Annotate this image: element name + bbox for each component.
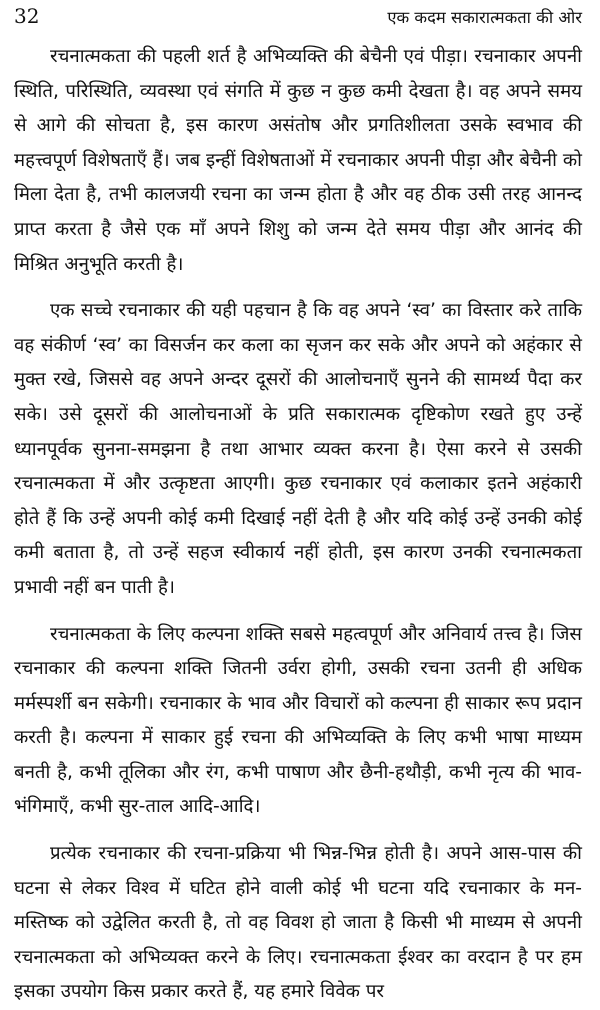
paragraph: प्रत्येक रचनाकार की रचना-प्रक्रिया भी भिन्न-भिन्न होती है। अपने आस-पास की घटना से लेकर विश्व में घटित होने वाली कोई भी घटना यदि रचनाकार के मन-मस्तिष्क को उद्वेलित करती है, तो वह विवश हो जाता है किसी भी माध्यम से अपनी रचनात्मकता को अभिव्यक्त करने के लिए। रचनात्मकता ईश्वर का वरदान है पर हम इसका उपयोग किस प्रकार करते हैं, यह हमारे विवेक पर	[14, 843, 582, 1003]
paragraph: रचनात्मकता की पहली शर्त है अभिव्यक्ति की बेचैनी एवं पीड़ा। रचनाकार अपनी स्थिति, परिस्थिति, व्यवस्था एवं संगति में कुछ न कुछ कमी देखता है। वह अपने समय से आगे की सोचता है, इस कारण असंतोष और प्रगतिशीलता उसके स्वभाव की महत्त्वपूर्ण विशेषताएँ हैं। जब इन्हीं विशेषताओं में रचनाकार अपनी पीड़ा और बेचैनी को मिला देता है, तभी कालजयी रचना का जन्म होता है और वह ठीक उसी तरह आनन्द प्राप्त करता है जैसे एक माँ अपने शिशु को जन्म देते समय पीड़ा और आनंद की मिश्रित अनुभूति करती है।	[14, 46, 582, 275]
page-number: 32	[14, 4, 40, 28]
paragraph: एक सच्चे रचनाकार की यही पहचान है कि वह अपने ‘स्व’ का विस्तार करे ताकि वह संकीर्ण ‘स्व’ का विसर्जन कर कला का सृजन कर सके और अपने को अहंकार से मुक्त रखे, जिससे वह अपने अन्दर दूसरों की आलोचनाएँ सुनने की सामर्थ्य पैदा कर सके। उसे दूसरों की आलोचनाओं के प्रति सकारात्मक दृष्टिकोण रखते हुए उन्हें ध्यानपूर्वक सुनना-समझना है तथा आभार व्यक्त करना है। ऐसा करने से उसकी रचनात्मकता में और उत्कृष्टता आएगी। कुछ रचनाकार एवं कलाकार इतने अहंकारी होते हैं कि उन्हें अपनी कोई कमी दिखाई नहीं देती है और यदि कोई उन्हें उनकी कोई कमी बताता है, तो उन्हें सहज स्वीकार्य नहीं होती, इस कारण उनकी रचनात्मकता प्रभावी नहीं बन पाती है।	[14, 300, 582, 598]
running-title: एक कदम सकारात्मकता की ओर	[387, 8, 582, 27]
paragraph: रचनात्मकता के लिए कल्पना शक्ति सबसे महत्वपूर्ण और अनिवार्य तत्त्व है। जिस रचनाकार की कल्पना शक्ति जितनी उर्वरा होगी, उसकी रचना उतनी ही अधिक मर्मस्पर्शी बन सकेगी। रचनाकार के भाव और विचारों को कल्पना ही साकार रूप प्रदान करती है। कल्पना में साकार हुई रचना की अभिव्यक्ति के लिए कभी भाषा माध्यम बनती है, कभी तूलिका और रंग, कभी पाषाण और छैनी-हथौड़ी, कभी नृत्य की भाव-भंगिमाएँ, कभी सुर-ताल आदि-आदि।	[14, 623, 582, 818]
body-text	[14, 40, 582, 1010]
page-header	[14, 0, 582, 40]
